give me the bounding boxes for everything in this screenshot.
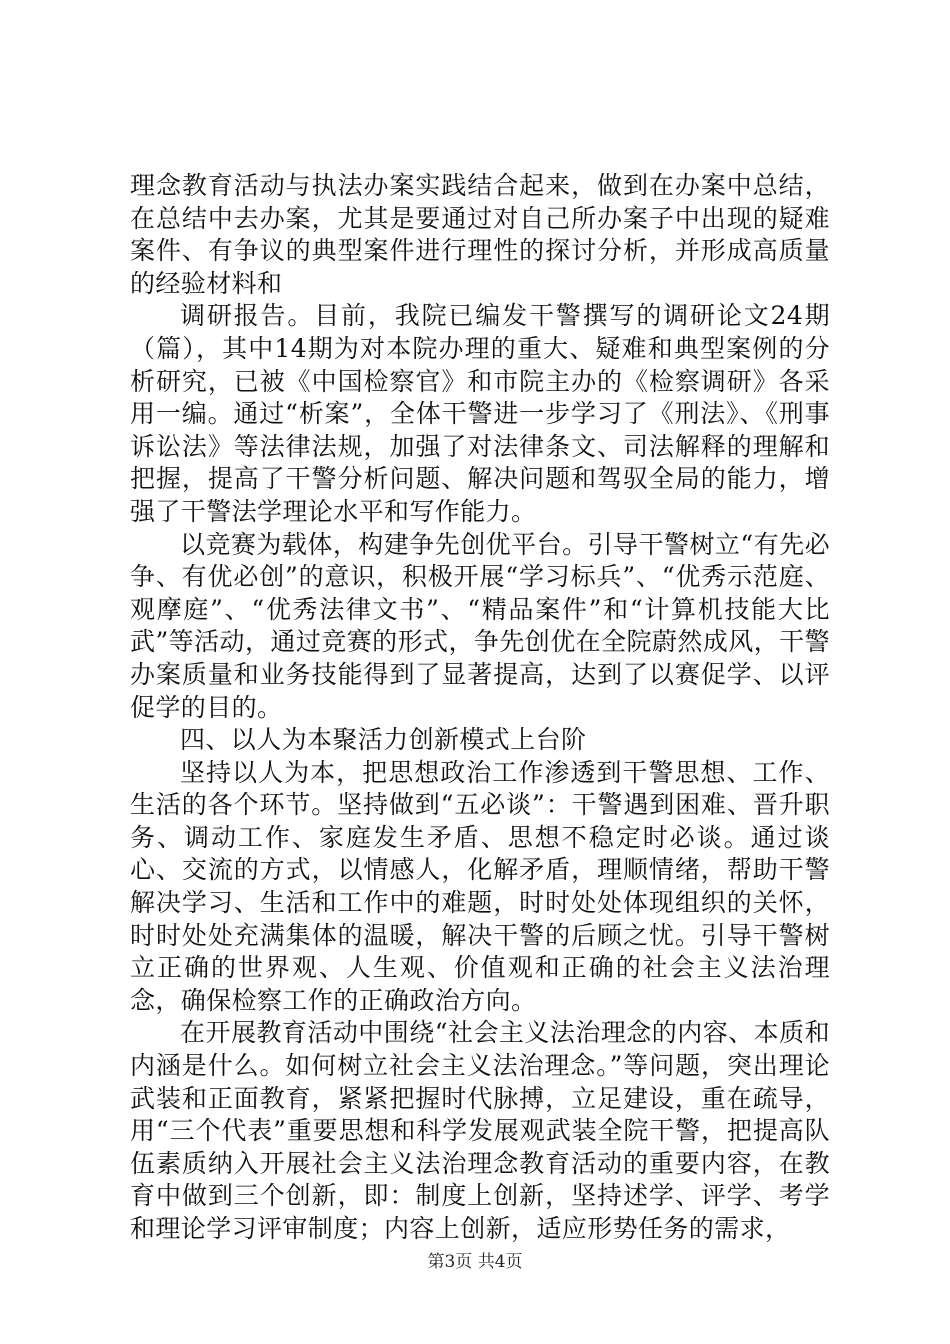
paragraph-3: 以竞赛为载体，构建争先创优平台。引导干警树立“有先必争、有优必创”的意识，积极开展“学习标兵”、“优秀示范庭、观摩庭”、“优秀法律文书”、“精品案件”和“计算机技能大比武”等活动，通过竞赛的形式，争先创优在全院蔚然成风，干警办案质量和业务技能得到了显著提高，达到了以赛促学、以评促学的目的。	[130, 529, 830, 722]
paragraph-1: 理念教育活动与执法办案实践结合起来，做到在办案中总结，在总结中去办案，尤其是要通过对自己所办案子中出现的疑难案件、有争议的典型案件进行理性的探讨分析，并形成高质量的经验材料和	[130, 171, 830, 298]
document-body	[130, 170, 830, 1246]
paragraph-5: 在开展教育活动中围绕“社会主义法治理念的内容、本质和内涵是什么。如何树立社会主义法治理念。”等问题，突出理论武装和正面教育，紧紧把握时代脉搏，立足建设，重在疏导，用“三个代表”重要思想和科学发展观武装全院干警，把提高队伍素质纳入开展社会主义法治理念教育活动的重要内容，在教育中做到三个创新，即：制度上创新，坚持述学、评学、考学和理论学习评审制度；内容上创新，适应形势任务的需求，	[130, 1018, 830, 1243]
paragraph-2: 调研报告。目前，我院已编发干警撰写的调研论文24期（篇），其中14期为对本院办理的重大、疑难和典型案例的分析研究，已被《中国检察官》和市院主办的《检察调研》各采用一编。通过“析案”，全体干警进一步学习了《刑法》、《刑事诉讼法》等法律法规，加强了对法律条文、司法解释的理解和把握，提高了干警分析问题、解决问题和驾驭全局的能力，增强了干警法学理论水平和写作能力。	[130, 301, 830, 526]
section-heading: 四、以人为本聚活力创新模式上台阶	[180, 725, 587, 755]
paragraph-4: 坚持以人为本，把思想政治工作渗透到干警思想、工作、生活的各个环节。坚持做到“五必谈”：干警遇到困难、晋升职务、调动工作、家庭发生矛盾、思想不稳定时必谈。通过谈心、交流的方式，以情感人，化解矛盾，理顺情绪，帮助干警解决学习、生活和工作中的难题，时时处处体现组织的关怀，时时处处充满集体的温暖，解决干警的后顾之忧。引导干警树立正确的世界观、人生观、价值观和正确的社会主义法治理念，确保检察工作的正确政治方向。	[130, 757, 830, 1015]
page-number-footer: 第3页 共4页	[427, 1252, 523, 1272]
